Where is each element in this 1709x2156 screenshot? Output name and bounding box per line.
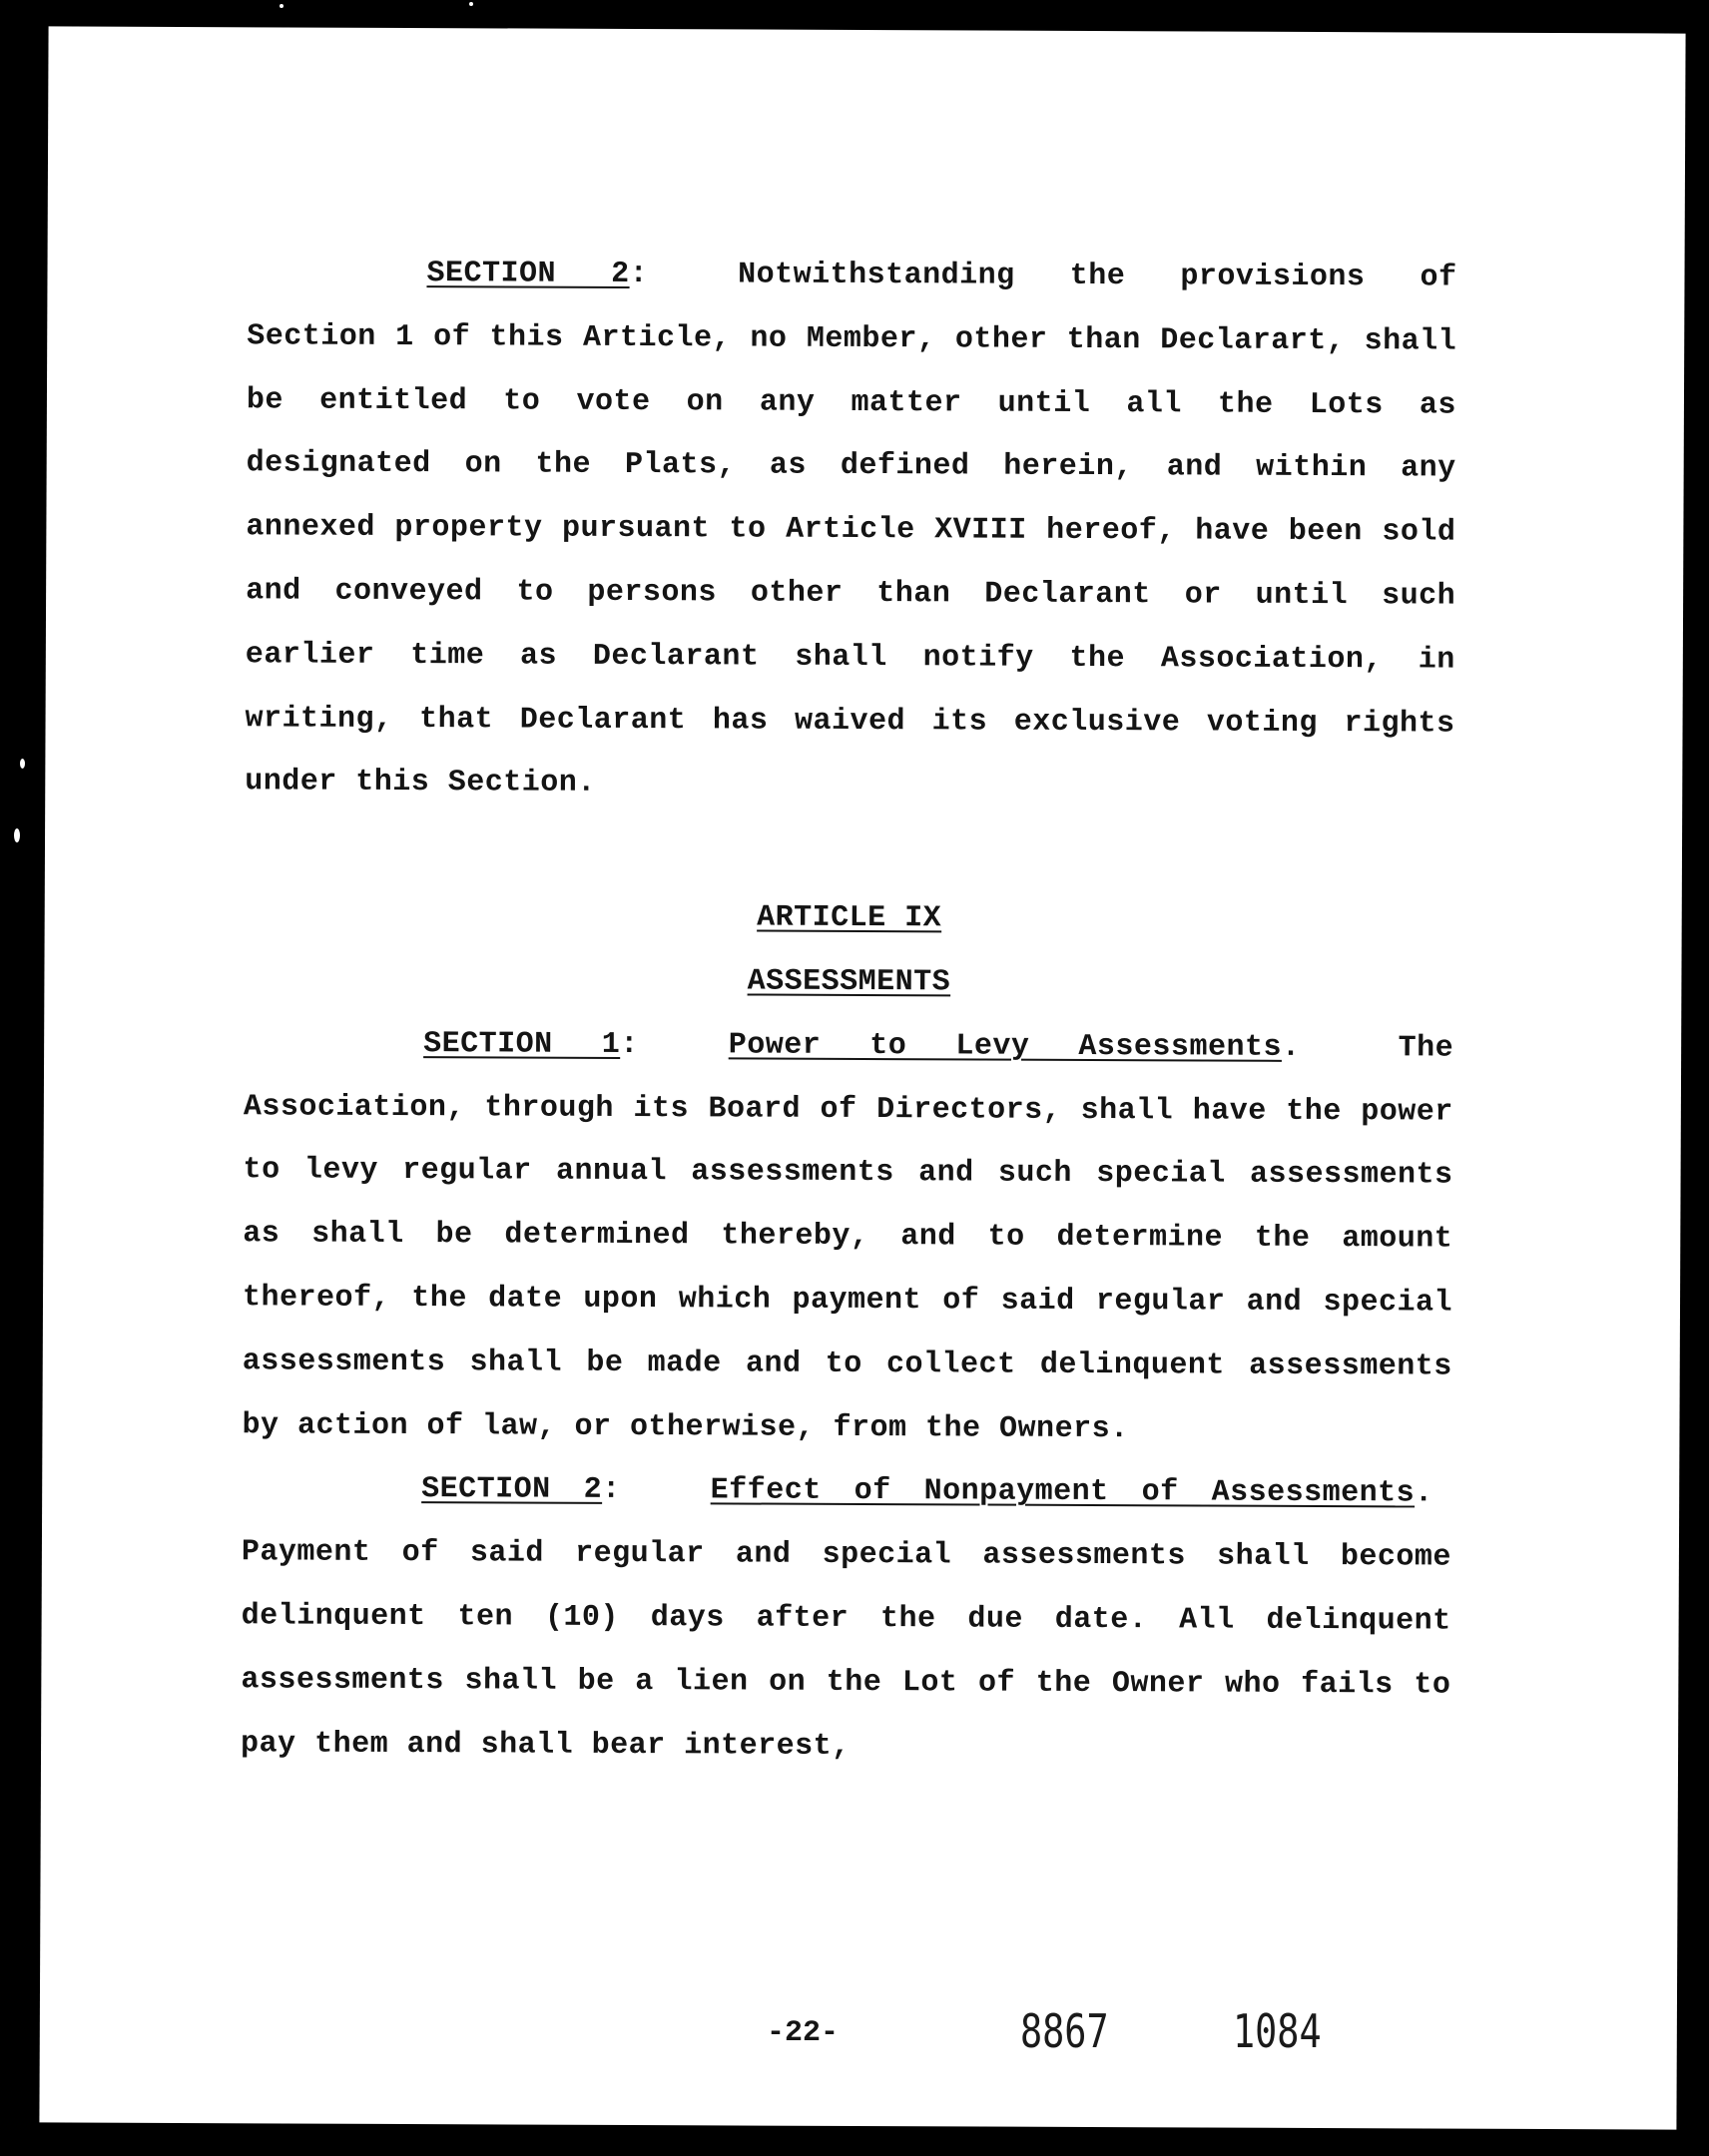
scan-speck	[280, 4, 284, 8]
section-1-text: The Association, through its Board of Directors, shall have the power to levy regular annual assessments and such special assessments as shall be determined thereby, and to determine the amount thereof, the date upon which payment of said regular and special assessments shall be made and to collect delinquent assessments by action of law, or otherwise, from the Owners.	[242, 1031, 1454, 1446]
scan-speck	[20, 759, 25, 769]
article-number: ARTICLE IX	[757, 900, 942, 936]
document-page	[39, 26, 1685, 2129]
section-2-nonpayment-heading: SECTION 2	[421, 1472, 603, 1508]
recording-stamp-page: 1084	[1233, 2004, 1322, 2058]
page-footer	[0, 2006, 1709, 2066]
section-1-title: Power to Levy Assessments	[728, 1028, 1283, 1065]
section-2-nonpayment-text: Payment of said regular and special assessments shall become delinquent ten (10) days after the due date. All delinquent assessments shall be a lien on the Lot of the Owner who fails to pay them and shall bear interest,	[241, 1535, 1451, 1764]
section-2-nonpayment-title: Effect of Nonpayment of Assessments	[710, 1473, 1416, 1511]
scan-speck	[14, 828, 20, 842]
section-1-levy-paragraph: SECTION 1: Power to Levy Assessments. The Association, through its Board of Directors, shall have the power to levy regular annual assessments and such special assessments as shall be determined thereby, and to determine the amount thereof, the date upon which payment of said regular and special assessments shall be made and to collect delinquent assessments by action of law, or otherwise, from the Owners.	[242, 1026, 1454, 1446]
section-2-voting-text: Notwithstanding the provisions of Section 1 of this Article, no Member, other than Declarart, shall be entitled to vote on any matter until all the Lots as designated on the Plats, as defined herein, and within any annexed property pursuant to Article XVIII hereof, have been sold and conveyed to persons other than Declarant or until such earlier time as Declarant shall notify the Association, in writing, that Declarant has waived its exclusive voting rights under this Section.	[245, 258, 1457, 802]
section-2-voting-paragraph: SECTION 2: Notwithstanding the provisions of Section 1 of this Article, no Member, other than Declarart, shall be entitled to vote on any matter until all the Lots as designated on the Plats, as defined herein, and within any annexed property pursuant to Article XVIII hereof, have been sold and conveyed to persons other than Declarant or until such earlier time as Declarant shall notify the Association, in writing, that Declarant has waived its exclusive voting rights under this Section.	[245, 257, 1457, 802]
document-body	[241, 242, 1457, 1782]
page-number: -22-	[767, 2016, 840, 2050]
section-1-heading: SECTION 1	[423, 1026, 621, 1062]
article-title: ASSESSMENTS	[747, 964, 951, 1000]
recording-stamp-book: 8867	[1020, 2004, 1109, 2058]
scan-speck	[469, 2, 473, 6]
section-2-heading: SECTION 2	[426, 257, 630, 291]
section-2-nonpayment-paragraph: SECTION 2: Effect of Nonpayment of Assessments. Payment of said regular and special assessments shall become delinquent ten (10) days after the due date. All delinquent assessments shall be a lien on the Lot of the Owner who fails to pay them and shall bear interest,	[241, 1472, 1451, 1764]
